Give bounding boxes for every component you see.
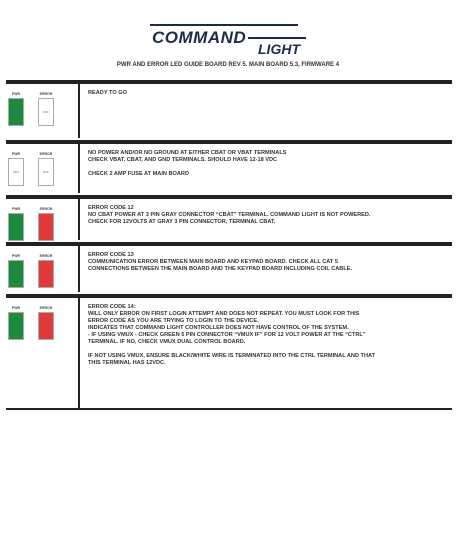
pwr-label: PWR <box>11 207 21 211</box>
pwr-label: PWR <box>11 306 21 310</box>
row-separator <box>6 140 452 144</box>
pwr-led <box>8 213 24 241</box>
row-separator <box>6 294 452 298</box>
row-description <box>88 252 448 273</box>
error-label: ERROR <box>39 92 53 96</box>
column-divider <box>78 199 80 240</box>
error-label: ERROR <box>39 207 53 211</box>
row-separator <box>6 195 452 199</box>
description-line <box>88 346 448 353</box>
row-separator <box>6 80 452 84</box>
column-divider <box>78 246 80 292</box>
row-separator <box>6 242 452 246</box>
description-line: ERROR CODE 14: <box>88 304 136 310</box>
description-line: ERROR CODE AS YOU ARE TRYING TO LOGIN TO THE DEVICE. <box>88 318 259 324</box>
error-led: OFF <box>38 158 54 186</box>
row-description <box>88 205 448 226</box>
row-description <box>88 304 448 367</box>
description-line: CHECK FOR 12VOLTS AT GRAY 3 PIN CONNECTOR, TERMINAL CBAT. <box>88 219 276 225</box>
description-line: NO CBAT POWER AT 3 PIN GRAY CONNECTOR “CBAT” TERMINAL. COMMAND LIGHT IS NOT POWERED. <box>88 212 371 218</box>
logo-bar-top <box>150 24 298 26</box>
error-led <box>38 213 54 241</box>
pwr-label: PWR <box>11 254 21 258</box>
description-line: THIS TERMINAL HAS 12VDC. <box>88 360 166 366</box>
description-line: TERMINAL. IF NO, CHECK VMUX DUAL CONTROL BOARD. <box>88 339 246 345</box>
description-line <box>88 164 448 171</box>
logo-bar-bottom <box>248 37 306 39</box>
logo-word-light: LIGHT <box>258 41 300 57</box>
command-light-logo <box>150 24 310 56</box>
description-line: IF NOT USING VMUX, ENSURE BLACK/WHITE WIRE IS TERMINATED INTO THE CTRL TERMINAL AND THAT <box>88 353 376 359</box>
description-line: ERROR CODE 13 <box>88 252 134 258</box>
column-divider <box>78 298 80 410</box>
error-label: ERROR <box>39 306 53 310</box>
pwr-label: PWR <box>11 92 21 96</box>
pwr-led <box>8 312 24 340</box>
error-led <box>38 260 54 288</box>
description-line: - IF USING VMUX - CHECK GREEN 5 PIN CONNECTOR “VMUX IF” FOR 12 VOLT POWER AT THE “CTRL” <box>88 332 366 338</box>
row-separator <box>6 408 452 410</box>
description-line: READY TO GO <box>88 90 127 96</box>
description-line: WILL ONLY ERROR ON FIRST LOGIN ATTEMPT AND DOES NOT REPEAT. YOU MUST LOOK FOR THIS <box>88 311 360 317</box>
error-led <box>38 312 54 340</box>
description-line: INDICATES THAT COMMAND LIGHT CONTROLLER DOES NOT HAVE CONTROL OF THE SYSTEM. <box>88 325 349 331</box>
error-led: OFF <box>38 98 54 126</box>
description-line: NO POWER AND/OR NO GROUND AT EITHER CBAT OR VBAT TERMINALS <box>88 150 287 156</box>
row-description <box>88 150 448 178</box>
logo-word-command: COMMAND <box>152 28 247 47</box>
pwr-led <box>8 98 24 126</box>
error-label: ERROR <box>39 254 53 258</box>
description-line: CHECK 2 AMP FUSE AT MAIN BOARD <box>88 171 190 177</box>
page-subtitle: PWR AND ERROR LED GUIDE BOARD REV 5. MAIN BOARD 5.3, FIRMWARE 4 <box>116 62 340 68</box>
pwr-label: PWR <box>11 152 21 156</box>
description-line: COMMUNICATION ERROR BETWEEN MAIN BOARD AND KEYPAD BOARD. CHECK ALL CAT 5 <box>88 259 338 265</box>
description-line: CHECK VBAT, CBAT, AND GND TERMINALS. SHOULD HAVE 12-18 VDC <box>88 157 278 163</box>
error-label: ERROR <box>39 152 53 156</box>
column-divider <box>78 144 80 193</box>
column-divider <box>78 84 80 138</box>
description-line: ERROR CODE 12 <box>88 205 134 211</box>
pwr-led: OFF <box>8 158 24 186</box>
row-description <box>88 90 448 97</box>
pwr-led <box>8 260 24 288</box>
description-line: CONNECTIONS BETWEEN THE MAIN BOARD AND THE KEYPAD BOARD INCLUDING COIL CABLE. <box>88 266 353 272</box>
